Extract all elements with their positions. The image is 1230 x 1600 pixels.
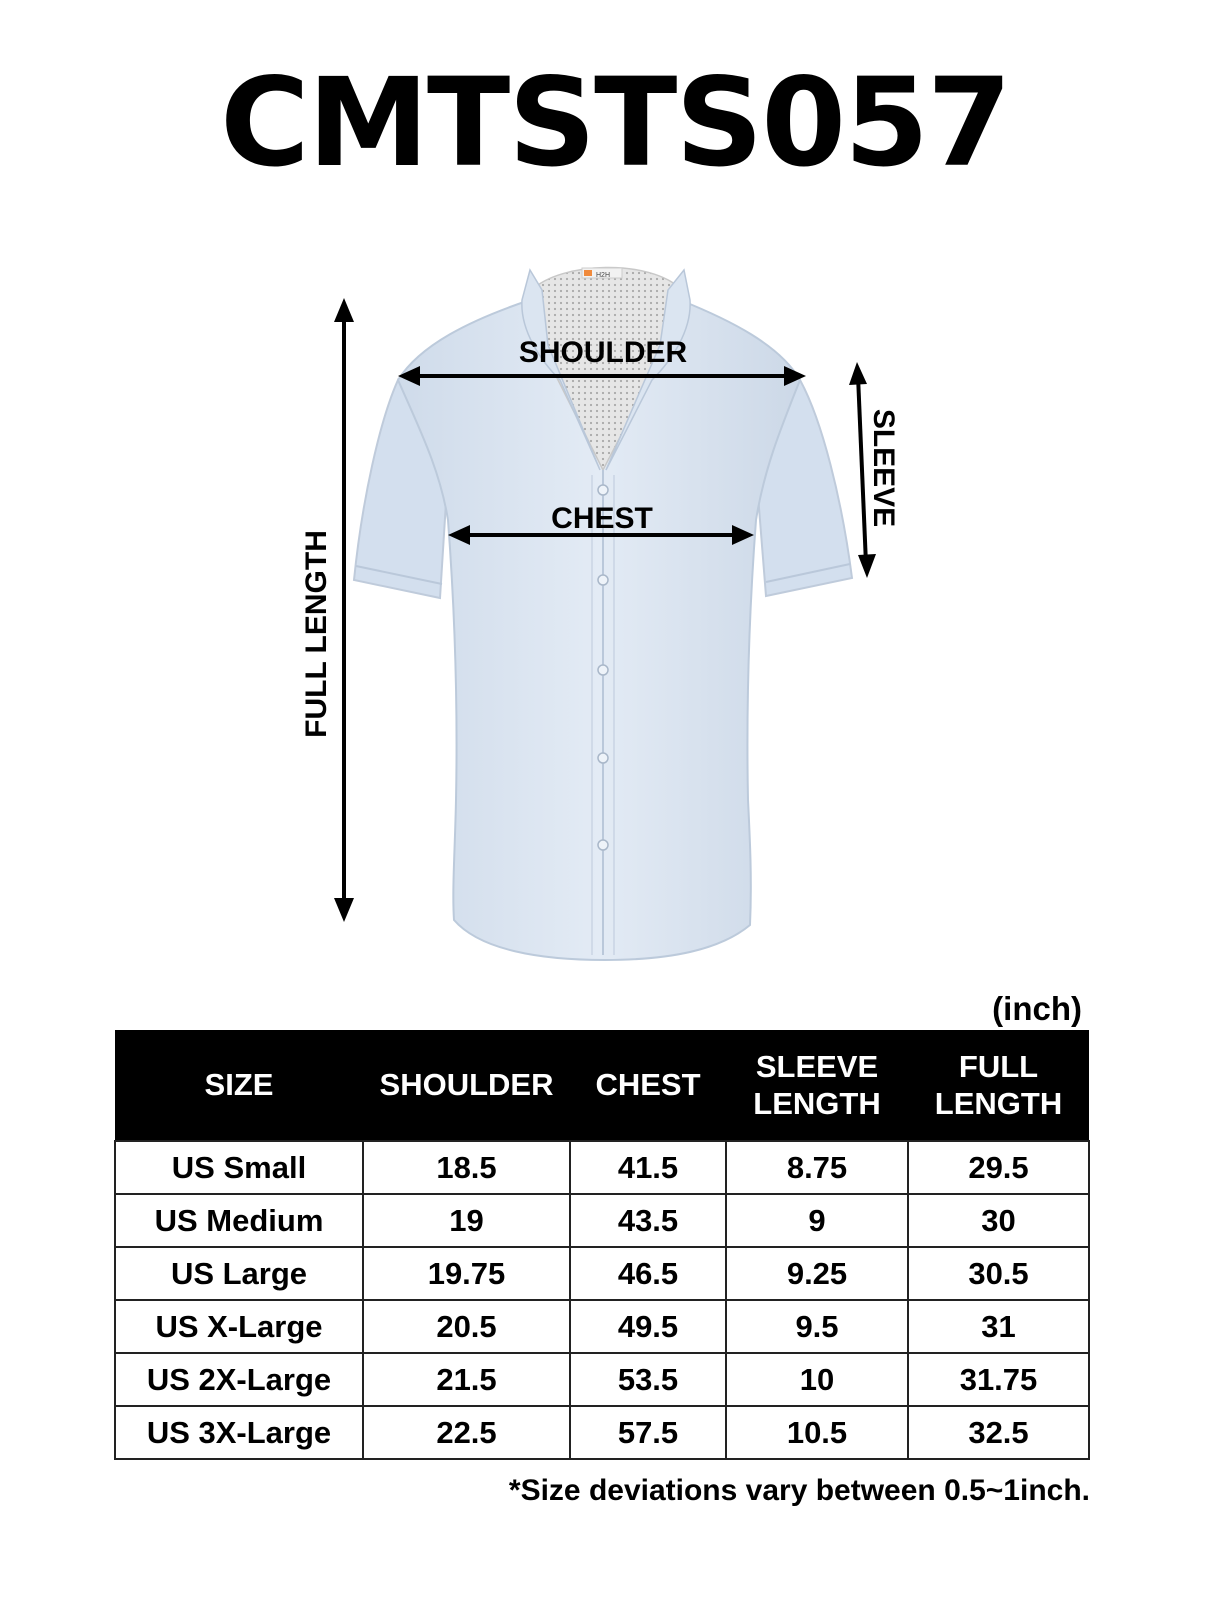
shirt-button (598, 753, 608, 763)
cell-size: US Large (115, 1247, 363, 1300)
table-row (115, 1300, 1089, 1353)
header-chest: CHEST (570, 1030, 726, 1141)
cell-chest: 46.5 (570, 1247, 726, 1300)
cell-full-length: 30.5 (908, 1247, 1089, 1300)
cell-shoulder: 22.5 (363, 1406, 570, 1459)
cell-full-length: 31 (908, 1300, 1089, 1353)
shirt-button (598, 840, 608, 850)
cell-chest: 43.5 (570, 1194, 726, 1247)
shoulder-label: SHOULDER (518, 336, 688, 369)
header-shoulder: SHOULDER (363, 1030, 570, 1141)
header-sleeve-length: SLEEVE LENGTH (726, 1030, 908, 1141)
cell-sleeve-length: 9.5 (726, 1300, 908, 1353)
chest-label: CHEST (551, 502, 653, 535)
cell-size: US Small (115, 1141, 363, 1194)
size-deviation-note: *Size deviations vary between 0.5~1inch. (508, 1474, 1090, 1507)
shirt-button (598, 665, 608, 675)
cell-sleeve-length: 9.25 (726, 1247, 908, 1300)
shirt-illustration (354, 267, 852, 960)
cell-sleeve-length: 9 (726, 1194, 908, 1247)
cell-shoulder: 19 (363, 1194, 570, 1247)
table-row (115, 1141, 1089, 1194)
table-row (115, 1353, 1089, 1406)
full-length-measure (300, 298, 354, 922)
shirt-button (598, 485, 608, 495)
cell-shoulder: 18.5 (363, 1141, 570, 1194)
cell-shoulder: 21.5 (363, 1353, 570, 1406)
collar-tag-text: H2H (596, 272, 611, 279)
cell-sleeve-length: 10 (726, 1353, 908, 1406)
shirt-button (598, 575, 608, 585)
header-full-length: FULL LENGTH (908, 1030, 1089, 1141)
cell-chest: 41.5 (570, 1141, 726, 1194)
cell-chest: 49.5 (570, 1300, 726, 1353)
sleeve-label: SLEEVE (867, 408, 900, 528)
table-row (115, 1194, 1089, 1247)
sleeve-measure (849, 362, 900, 578)
cell-chest: 57.5 (570, 1406, 726, 1459)
cell-full-length: 31.75 (908, 1353, 1089, 1406)
full-length-label: FULL LENGTH (300, 530, 333, 738)
cell-shoulder: 20.5 (363, 1300, 570, 1353)
cell-sleeve-length: 8.75 (726, 1141, 908, 1194)
header-size: SIZE (115, 1030, 363, 1141)
cell-size: US 2X-Large (115, 1353, 363, 1406)
cell-chest: 53.5 (570, 1353, 726, 1406)
cell-shoulder: 19.75 (363, 1247, 570, 1300)
cell-full-length: 32.5 (908, 1406, 1089, 1459)
cell-size: US Medium (115, 1194, 363, 1247)
cell-sleeve-length: 10.5 (726, 1406, 908, 1459)
cell-full-length: 29.5 (908, 1141, 1089, 1194)
cell-full-length: 30 (908, 1194, 1089, 1247)
table-row (115, 1247, 1089, 1300)
cell-size: US X-Large (115, 1300, 363, 1353)
size-chart-table (114, 1030, 1090, 1460)
product-code-title: CMTSTS057 (220, 52, 1010, 194)
unit-label: (inch) (992, 990, 1082, 1027)
cell-size: US 3X-Large (115, 1406, 363, 1459)
table-header-row (115, 1030, 1089, 1141)
table-row (115, 1406, 1089, 1459)
